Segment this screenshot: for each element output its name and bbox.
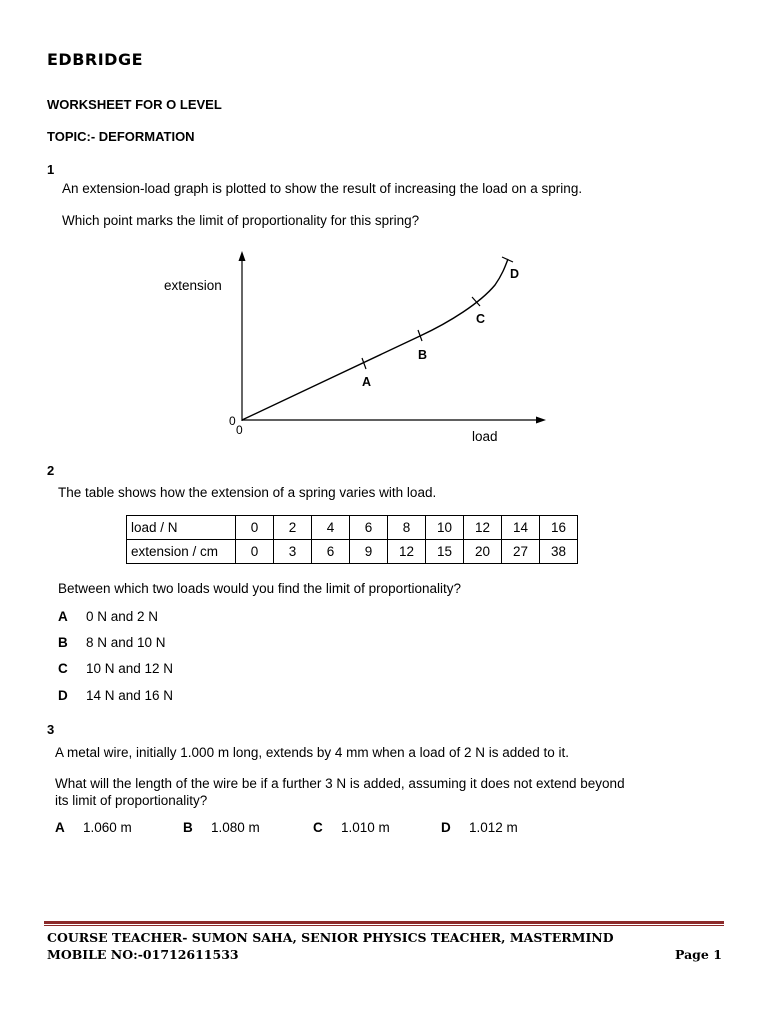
q3-option-c-letter: C xyxy=(313,820,323,835)
q3-option-b-text: 1.080 m xyxy=(211,820,260,835)
question-2-text: The table shows how the extension of a spring varies with load. xyxy=(58,485,437,500)
table-cell: 27 xyxy=(502,540,540,564)
load-extension-table xyxy=(126,515,578,564)
q2-option-b-letter: B xyxy=(58,635,68,650)
topic-title: TOPIC:- DEFORMATION xyxy=(47,129,195,144)
table-cell: 8 xyxy=(388,516,426,540)
q3-option-a-letter: A xyxy=(55,820,65,835)
q3-option-d-text: 1.012 m xyxy=(469,820,518,835)
q2-option-a-text: 0 N and 2 N xyxy=(86,609,159,624)
origin-y-label: 0 xyxy=(229,414,236,428)
table-cell: 0 xyxy=(236,516,274,540)
brand-title: EDBRIDGE xyxy=(47,50,144,69)
table-cell: 10 xyxy=(426,516,464,540)
q3-option-b-letter: B xyxy=(183,820,193,835)
q2-option-d-letter: D xyxy=(58,688,68,703)
q2-option-d-text: 14 N and 16 N xyxy=(86,688,174,703)
table-cell: 9 xyxy=(350,540,388,564)
question-2-prompt: Between which two loads would you find the limit of proportionality? xyxy=(58,581,461,596)
table-cell: 6 xyxy=(312,540,350,564)
footer-page-number: Page 1 xyxy=(675,947,722,962)
point-d-label: D xyxy=(510,267,520,281)
footer-divider xyxy=(44,921,724,924)
footer-teacher: COURSE TEACHER- SUMON SAHA, SENIOR PHYSICS TEACHER, MASTERMIND xyxy=(47,930,614,945)
y-axis-arrow xyxy=(239,251,246,261)
question-3-number: 3 xyxy=(47,722,55,737)
question-1-prompt: Which point marks the limit of proportionality for this spring? xyxy=(62,213,420,228)
extension-load-graph xyxy=(150,245,570,455)
table-cell: 20 xyxy=(464,540,502,564)
table-row-extension xyxy=(127,540,578,564)
footer-divider-thin xyxy=(44,925,724,926)
question-1-text: An extension-load graph is plotted to show the result of increasing the load on a spring. xyxy=(62,181,583,196)
point-c-label: C xyxy=(476,312,486,326)
table-cell: 14 xyxy=(502,516,540,540)
q3-option-c-text: 1.010 m xyxy=(341,820,390,835)
table-cell: 12 xyxy=(464,516,502,540)
q2-option-b-text: 8 N and 10 N xyxy=(86,635,166,650)
point-b-label: B xyxy=(418,348,428,362)
table-row-label: extension / cm xyxy=(127,540,236,564)
table-cell: 12 xyxy=(388,540,426,564)
q2-option-c-letter: C xyxy=(58,661,68,676)
x-axis-arrow xyxy=(536,417,546,424)
table-cell: 38 xyxy=(540,540,578,564)
point-a-label: A xyxy=(362,375,372,389)
table-cell: 2 xyxy=(274,516,312,540)
table-cell: 6 xyxy=(350,516,388,540)
table-row-label: load / N xyxy=(127,516,236,540)
table-cell: 15 xyxy=(426,540,464,564)
question-2-number: 2 xyxy=(47,463,55,478)
question-3-text: A metal wire, initially 1.000 m long, extends by 4 mm when a load of 2 N is added to it. xyxy=(55,745,570,760)
y-axis-label: extension xyxy=(164,278,222,293)
question-3-prompt-line1: What will the length of the wire be if a further 3 N is added, assuming it does not extend beyond xyxy=(55,776,625,791)
table-row-load xyxy=(127,516,578,540)
q3-option-d-letter: D xyxy=(441,820,451,835)
extension-curve xyxy=(242,259,508,420)
table-cell: 4 xyxy=(312,516,350,540)
table-cell: 16 xyxy=(540,516,578,540)
footer-mobile: MOBILE NO:-01712611533 xyxy=(47,947,239,962)
q2-option-a-letter: A xyxy=(58,609,68,624)
q3-option-a-text: 1.060 m xyxy=(83,820,132,835)
x-axis-label: load xyxy=(472,429,498,444)
table-cell: 0 xyxy=(236,540,274,564)
table-cell: 3 xyxy=(274,540,312,564)
q2-option-c-text: 10 N and 12 N xyxy=(86,661,174,676)
question-1-number: 1 xyxy=(47,162,55,177)
question-3-prompt-line2: its limit of proportionality? xyxy=(55,793,208,808)
worksheet-title: WORKSHEET FOR O LEVEL xyxy=(47,97,222,112)
origin-x-label: 0 xyxy=(236,423,243,437)
